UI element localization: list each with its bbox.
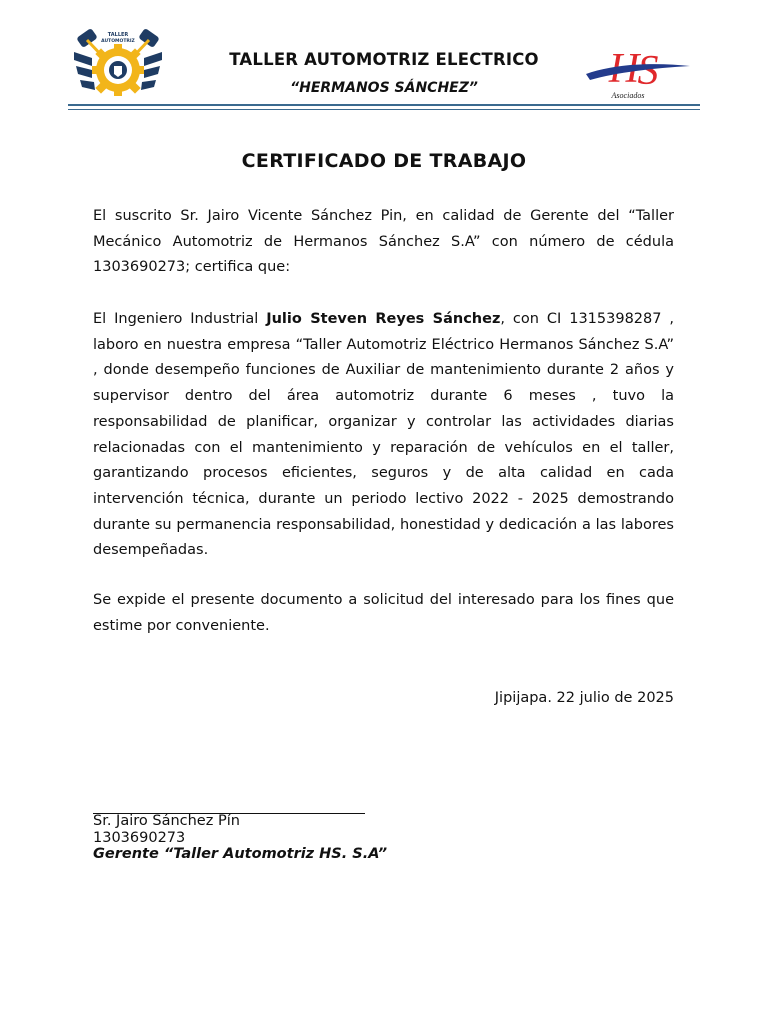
letterhead <box>0 0 768 120</box>
body-paragraph <box>93 307 674 564</box>
svg-text:Asociados: Asociados <box>611 91 645 100</box>
body-text-lead: El Ingeniero Industrial <box>93 311 267 327</box>
signer-role: Gerente “Taller Automotriz HS. S.A” <box>93 846 388 862</box>
svg-text:S: S <box>637 48 659 94</box>
header-rule-thin <box>68 109 700 110</box>
closing-paragraph: Se expide el presente documento a solicitud del interesado para los fines que estime por conveniente. <box>93 592 674 634</box>
company-name: TALLER AUTOMOTRIZ ELECTRICO <box>229 50 539 69</box>
signer-id: 1303690273 <box>93 829 186 846</box>
company-subtitle: “HERMANOS SÁNCHEZ” <box>290 80 478 96</box>
signer-name: Sr. Jairo Sánchez Pín <box>93 813 240 829</box>
intro-paragraph: El suscrito Sr. Jairo Vicente Sánchez Pin, en calidad de Gerente del “Taller Mecánico Automotriz de Hermanos Sánchez S.A” con número de cédula 1303690273; certifica que: <box>93 208 674 276</box>
header-rule <box>68 104 700 106</box>
svg-text:AUTOMOTRIZ: AUTOMOTRIZ <box>101 39 135 44</box>
certificate-title: CERTIFICADO DE TRABAJO <box>241 150 527 172</box>
body-text-rest: , con CI 1315398287 , laboro en nuestra empresa “Taller Automotriz Eléctrico Hermanos Sánchez S.A” , donde desempeño funciones de Auxiliar de mantenimiento durante 2 años y supervisor dentro del área automotriz durante 6 meses , tuvo la responsabilidad de planificar, organizar y controlar las actividades diarias relacionadas con el mantenimiento y reparación de vehículos en el taller, garantizando procesos eficientes, seguros y de alta calidad en cada intervención técnica, durante un periodo lectivo 2022 - 2025 demostrando durante su permanencia responsabilidad, honestidad y dedicación a las labores desempeñadas. <box>93 311 674 559</box>
hs-associates-logo-icon <box>584 44 694 100</box>
signature-block <box>93 813 387 863</box>
workshop-logo-icon <box>70 28 166 104</box>
employee-name: Julio Steven Reyes Sánchez <box>266 311 501 327</box>
place-and-date: Jipijapa. 22 julio de 2025 <box>494 690 674 706</box>
svg-text:TALLER: TALLER <box>107 32 129 38</box>
